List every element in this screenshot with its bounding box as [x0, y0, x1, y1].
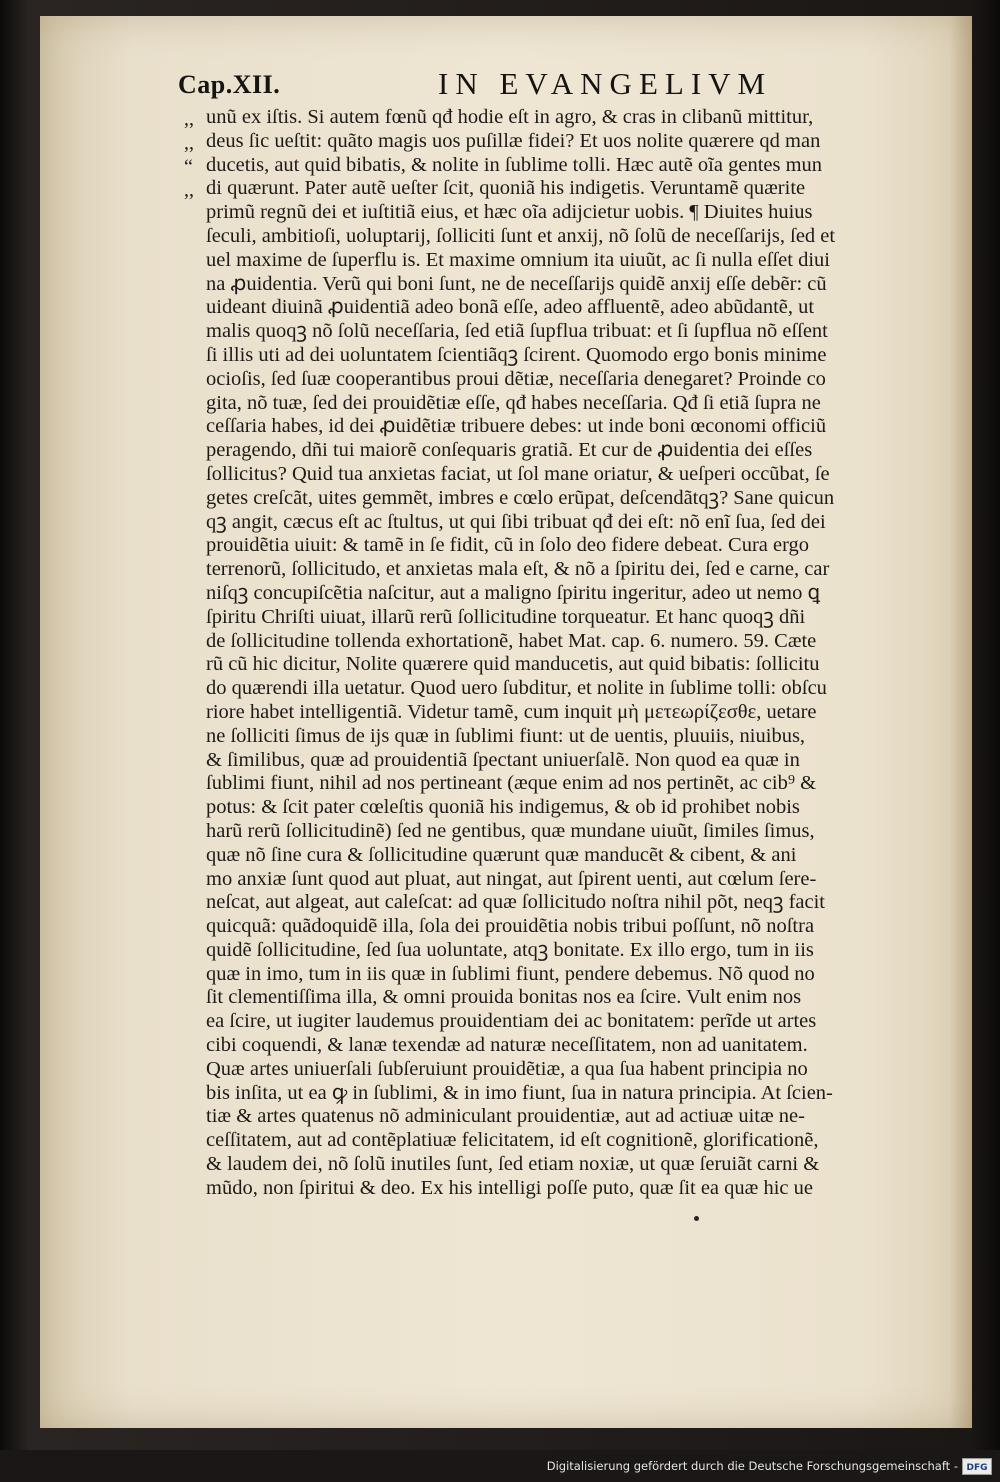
text-line: ne ſolliciti ſimus de ijs quæ in ſublimi fiunt: ut de uentis, pluuiis, niuibus,: [206, 724, 806, 747]
text-line: neſcat, aut algeat, aut caleſcat: ad quæ ſollicitudo noſtra nihil põt, neqꝫ facit: [206, 891, 825, 914]
chapter-heading: Cap.XII.: [178, 70, 281, 99]
text-line: bis inſita, ut ea ꝙ in ſublimi, & in imo fiunt, ſua in natura principia. At ſcien-: [206, 1081, 833, 1104]
text-line: cibi coquendi, & lanæ texendæ ad naturæ neceſſitatem, non ad uanitatem.: [206, 1034, 808, 1057]
text-line: do quærendi illa uetatur. Quod uero ſubditur, et nolite in ſublime tolli: obſcu: [206, 677, 827, 700]
text-line: ocioſis, ſed ſuæ cooperantibus proui dẽtiæ, neceſſaria denegaret? Proinde co: [206, 367, 826, 390]
text-line: rũ cũ hic dicitur, Nolite quærere quid manducetis, aut quid bibatis: ſollicitu: [206, 653, 820, 676]
svg-text:DFG: DFG: [966, 1462, 988, 1473]
text-line: ſublimi fiunt, nihil ad nos pertineant (æque enim ad nos pertinẽt, ac cib⁹ &: [206, 772, 817, 795]
text-line: & laudem dei, nõ ſolũ inutiles ſunt, ſed etiam noxiæ, ut quæ ſeruiãt carni &: [206, 1153, 820, 1176]
text-line: di quærunt. Pater autẽ ueſter ſcit, quoniã his indigetis. Veruntamẽ quærite: [206, 177, 806, 200]
margin-quote-marks: [184, 106, 204, 201]
digitization-footer: [547, 1456, 992, 1476]
text-line: riore habet intelligentiã. Videtur tamẽ, cum inquit μὴ μετεωρίζεσθε, uetare: [206, 700, 817, 723]
text-line: terrenorũ, ſollicitudo, et anxietas mala eſt, & nõ a ſpiritu dei, ſed e carne, car: [206, 558, 830, 581]
text-line: ceſſitatem, aut ad contẽplatiuæ felicitatem, id eſt cognitionẽ, glorificationẽ,: [206, 1129, 819, 1152]
text-line: Quæ artes uniuerſali ſubſeruiunt prouidẽtiæ, a qua ſua habent principia no: [206, 1057, 808, 1080]
text-line: & ſimilibus, quæ ad prouidentiã ſpectant uniuerſalẽ. Non quod ea quæ in: [206, 748, 800, 771]
text-line: ſi illis uti ad dei uoluntatem ſcientiãqꝫ ſcirent. Quomodo ergo bonis minime: [206, 343, 827, 366]
ink-dot: [694, 1216, 699, 1221]
running-head: [178, 62, 838, 102]
text-line: uideant diuinã ꝓuidentiã adeo bonã eſſe, adeo affluentẽ, adeo abũdantẽ, ut: [206, 296, 815, 319]
text-line: gita, nõ tuæ, ſed dei prouidẽtiæ eſſe, qđ habes neceſſaria. Qđ ſi etiã ſupra ne: [206, 391, 821, 414]
page-edge-shadow: [950, 16, 972, 1428]
text-line: ceſſaria habes, id dei ꝓuidẽtiæ tribuere debes: ut inde boni œconomi officiũ: [206, 415, 827, 438]
text-line: primũ regnũ dei et iuſtitiã eius, et hæc oĩa adijcietur uobis. ¶ Diuites huius: [206, 201, 813, 224]
text-line: ſeculi, ambitioſi, uoluptarij, ſolliciti ſunt et anxij, nõ ſolũ de neceſſarijs, ſed et: [206, 224, 836, 247]
text-line: ea ſcire, ut iugiter laudemus prouidentiam dei ac bonitatem: perĩde ut artes: [206, 1010, 817, 1033]
text-line: ſit clementiſſima illa, & omni prouida bonitas nos ea ſcire. Vult enim nos: [206, 986, 802, 1009]
footer-credit: Digitalisierung gefördert durch die Deutsche Forschungsgemeinschaft -: [546, 1459, 958, 1473]
text-line: getes creſcãt, uites gemmẽt, imbres e cœlo erũpat, deſcendãtqꝫ? Sane quicun: [206, 486, 835, 509]
text-line: uel maxime de ſuperflu is. Et maxime omnium ita uiuũt, ac ſi nulla eſſet diui: [206, 248, 830, 271]
text-line: tiæ & artes quatenus nõ adminiculant prouidentiæ, aut ad actiuæ uitæ ne-: [206, 1105, 805, 1128]
margin-mark: ,,: [184, 131, 194, 154]
text-line: prouidẽtia uiuit: & tamẽ in ſe fidit, cũ in ſolo deo fidere debeat. Cura ergo: [206, 534, 810, 557]
text-line: malis quoqꝫ nõ ſolũ neceſſaria, ſed etiã ſupflua tribuat: et ſi ſupflua nõ eſſent: [206, 320, 828, 343]
text-line: unũ ex iſtis. Si autem fœnũ qđ hodie eſt in agro, & cras in clibanũ mittitur,: [206, 106, 814, 128]
text-line: quæ nõ ſine cura & ſollicitudine quærunt quæ manducẽt & cibent, & ani: [206, 843, 797, 866]
margin-mark: “: [184, 155, 193, 178]
text-line: ſollicitus? Quid tua anxietas faciat, ut ſol mane oriatur, & ueſperi occũbat, ſe: [206, 462, 830, 485]
text-line: de ſollicitudine tollenda exhortationẽ, habet Mat. cap. 6. numero. 59. Cæte: [206, 629, 817, 652]
text-line: harũ rerũ ſollicitudinẽ) ſed ne gentibus, quæ mundane uiuũt, ſimiles ſimus,: [206, 819, 815, 842]
text-line: quæ in imo, tum in iis quæ in ſublimi fiunt, pendere debemus. Nõ quod no: [206, 962, 815, 985]
text-line: qꝫ angit, cæcus eſt ac ſtultus, ut qui ſibi tribuat qđ dei eſt: nõ enĩ ſua, ſed dei: [206, 510, 826, 533]
text-line: deus ſic ueſtit: quãto magis uos puſillæ fidei? Et uos nolite quærere qd man: [206, 129, 821, 152]
text-line: quicquã: quãdoquidẽ illa, ſola dei prouidẽtia nobis tribui poſſunt, nõ noſtra: [206, 915, 815, 938]
body-text: [206, 106, 946, 1201]
text-line: ſpiritu Chriſti uiuat, illarũ rerũ ſollicitudine torqueatur. Et hanc quoqꝫ dñi: [206, 605, 806, 628]
text-line: ducetis, aut quid bibatis, & nolite in ſublime tolli. Hæc autẽ oĩa gentes mun: [206, 153, 823, 176]
text-line: niſqꝫ concupiſcẽtia naſcitur, aut a maligno ſpiritu ingeritur, adeo ut nemo ꝗ: [206, 581, 821, 604]
book-title-heading: IN EVANGELIVM: [438, 66, 773, 101]
dfg-logo: [962, 1458, 992, 1475]
margin-mark: ,,: [184, 179, 194, 202]
text-line: potus: & ſcit pater cœleſtis quoniã his indigemus, & ob id prohibet nobis: [206, 796, 800, 819]
text-line: quidẽ ſollicitudine, ſed ſua uoluntate, atqꝫ bonitate. Ex illo ergo, tum in iis: [206, 938, 814, 961]
text-line: na ꝓuidentia. Verũ qui boni ſunt, ne de neceſſarijs quidẽ anxij eſſe debẽr: cũ: [206, 272, 827, 295]
margin-mark: ,,: [184, 108, 194, 130]
text-line: mũdo, non ſpiritui & deo. Ex his intelligi poſſe puto, quæ ſit ea quæ hic ue: [206, 1176, 813, 1199]
text-line: mo anxiæ ſunt quod aut pluat, aut ningat, aut ſpirent uenti, aut cœlum ſere-: [206, 867, 817, 890]
text-line: peragendo, dñi tui maiorẽ conſequaris gratiã. Et cur de ꝓuidentia dei eſſes: [206, 439, 813, 462]
